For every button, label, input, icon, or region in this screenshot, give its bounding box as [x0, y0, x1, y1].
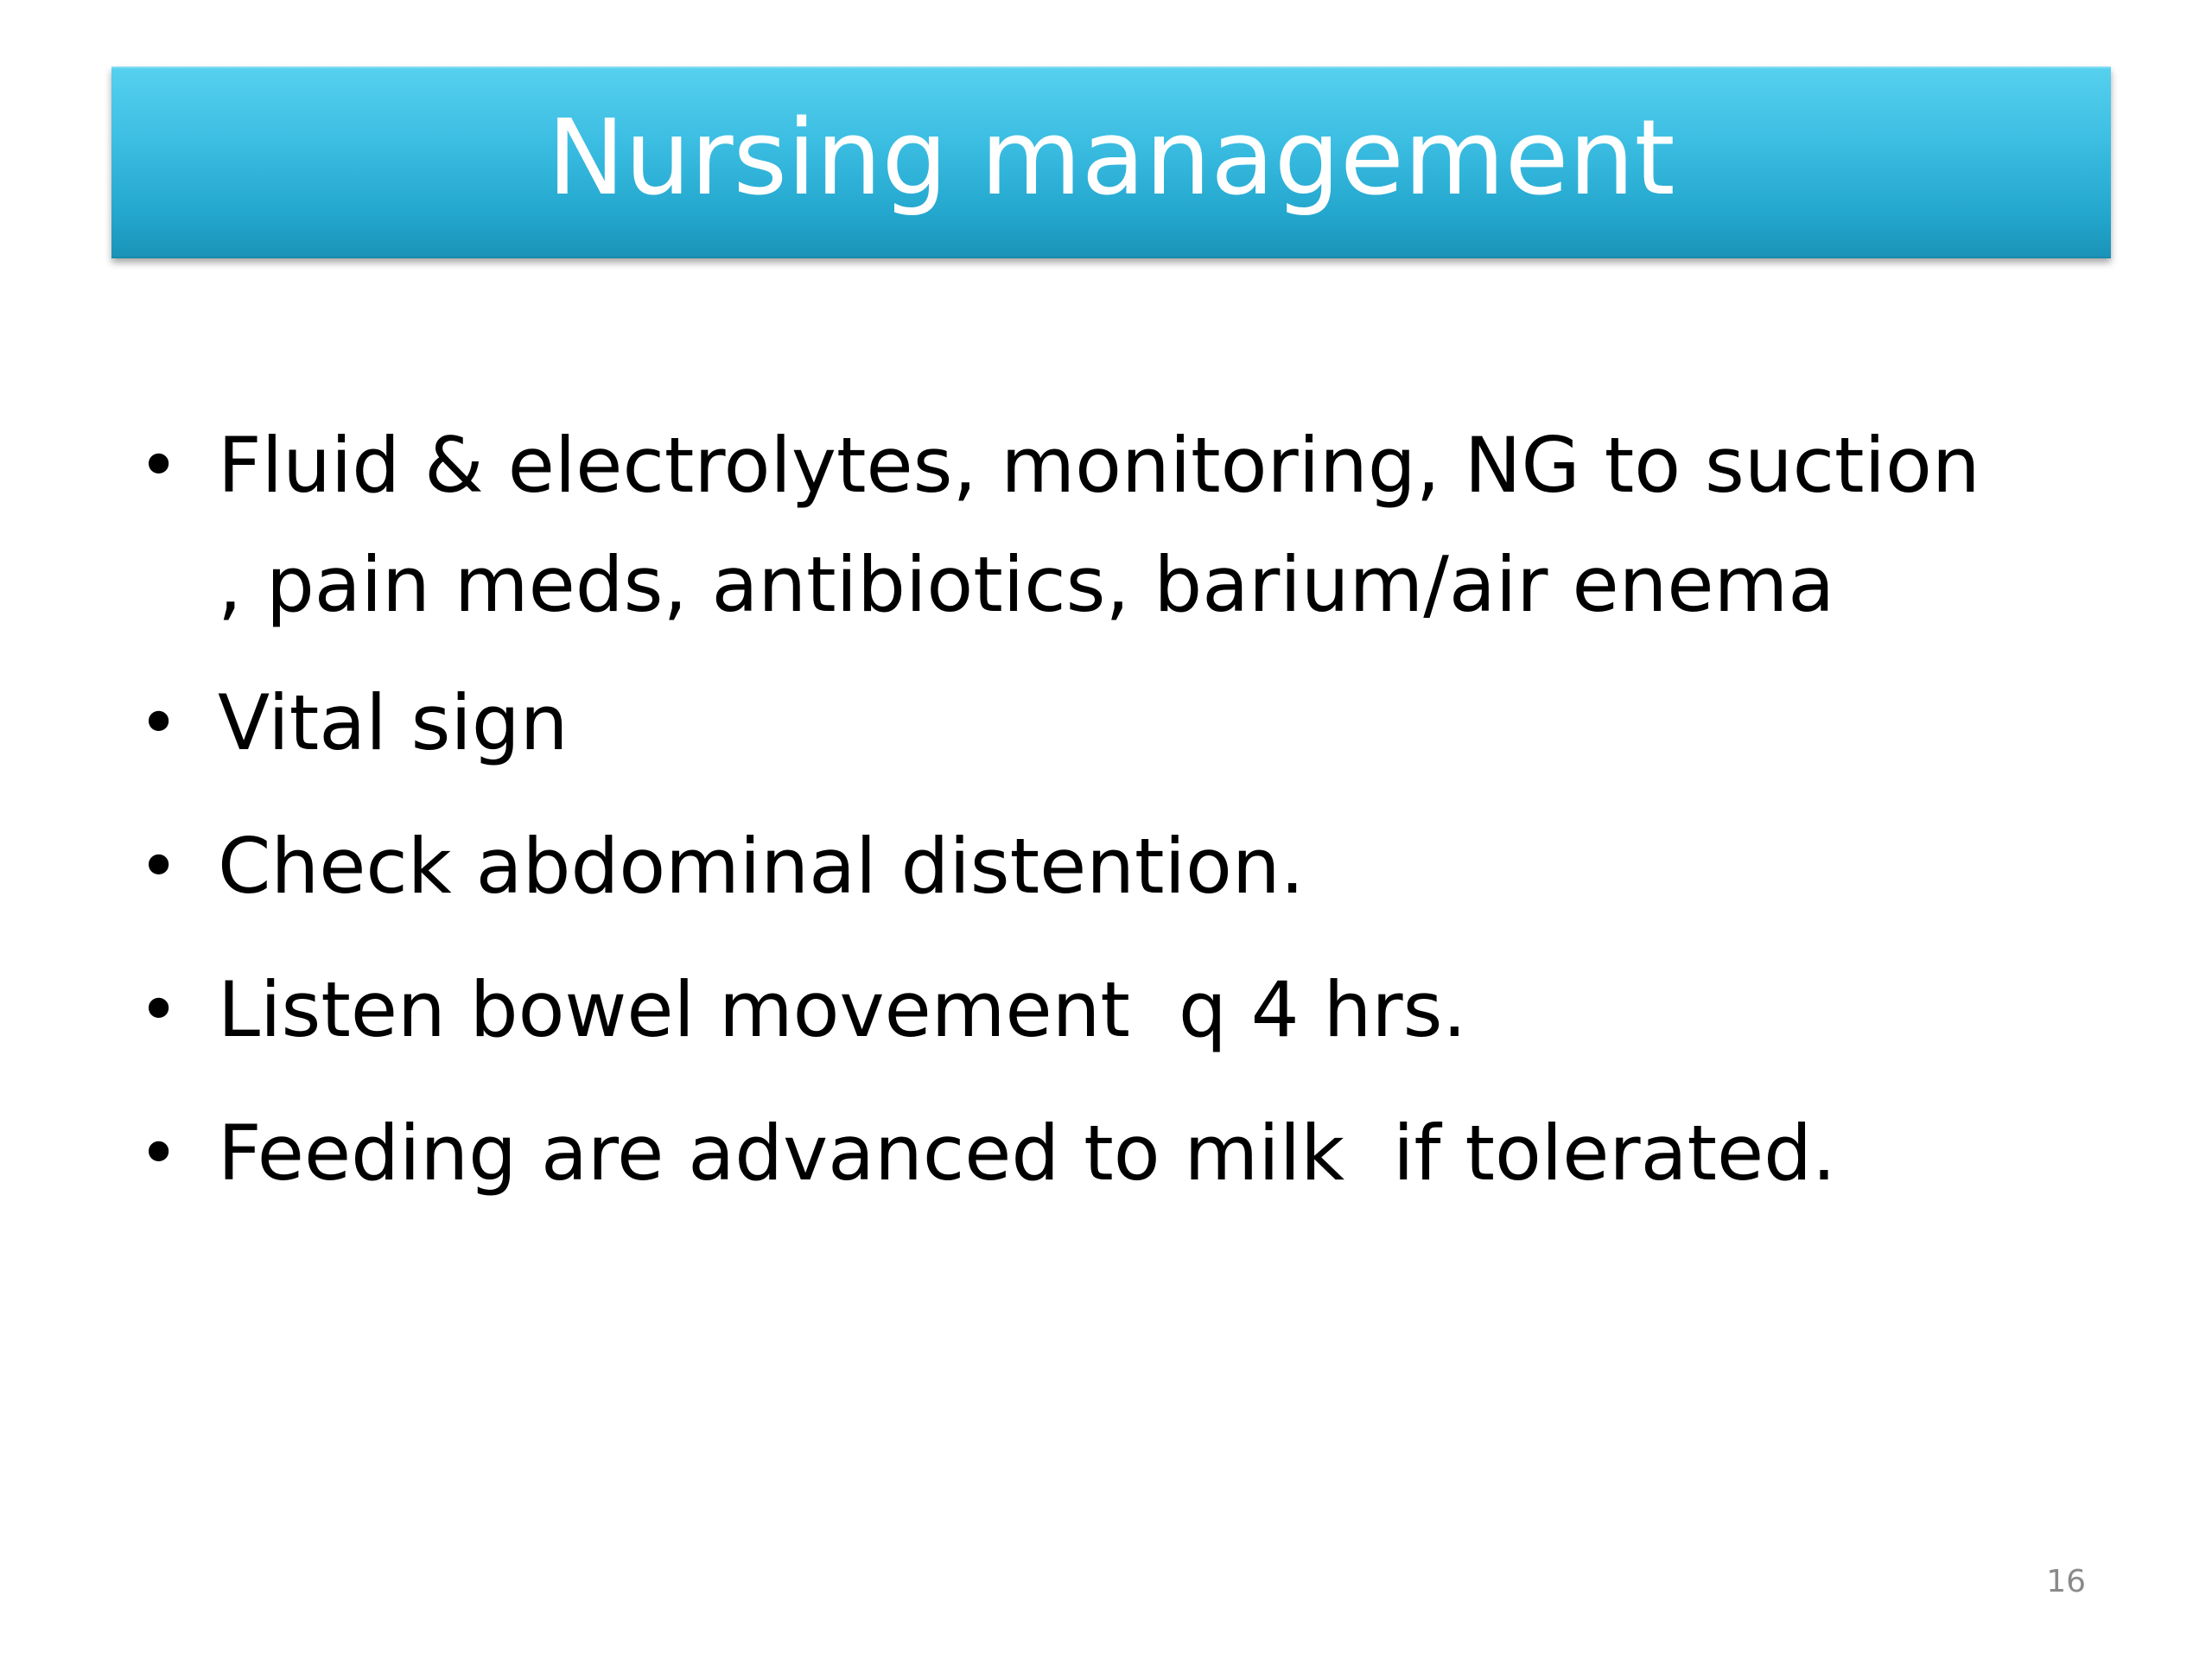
bullet-list [130, 406, 2117, 1237]
slide-title: Nursing management [547, 99, 1675, 219]
bullet-text-line: Check abdominal distention. [218, 822, 1305, 911]
title-banner [111, 67, 2111, 258]
page-number: 16 [2046, 1564, 2086, 1599]
bullet-text-line: Feeding are advanced to milk if tolerated. [218, 1109, 1836, 1198]
bullet-text-line: Listen bowel movement q 4 hrs. [218, 965, 1467, 1054]
bullet-text-line: Vital sign [218, 678, 569, 767]
bullet-icon: • [138, 826, 180, 906]
bullet-text-line: , pain meds, antibiotics, barium/air enema [218, 540, 1835, 629]
bullet-icon: • [138, 969, 180, 1050]
bullet-icon: • [138, 683, 180, 763]
bullet-item [130, 950, 2117, 1070]
bullet-item [130, 406, 2117, 645]
bullet-icon: • [138, 1113, 180, 1193]
bullet-item [130, 664, 2117, 783]
bullet-icon: • [138, 425, 180, 505]
bullet-text-line: Fluid & electrolytes, monitoring, NG to suction [218, 421, 1980, 510]
bullet-item [130, 807, 2117, 926]
bullet-item [130, 1094, 2117, 1213]
